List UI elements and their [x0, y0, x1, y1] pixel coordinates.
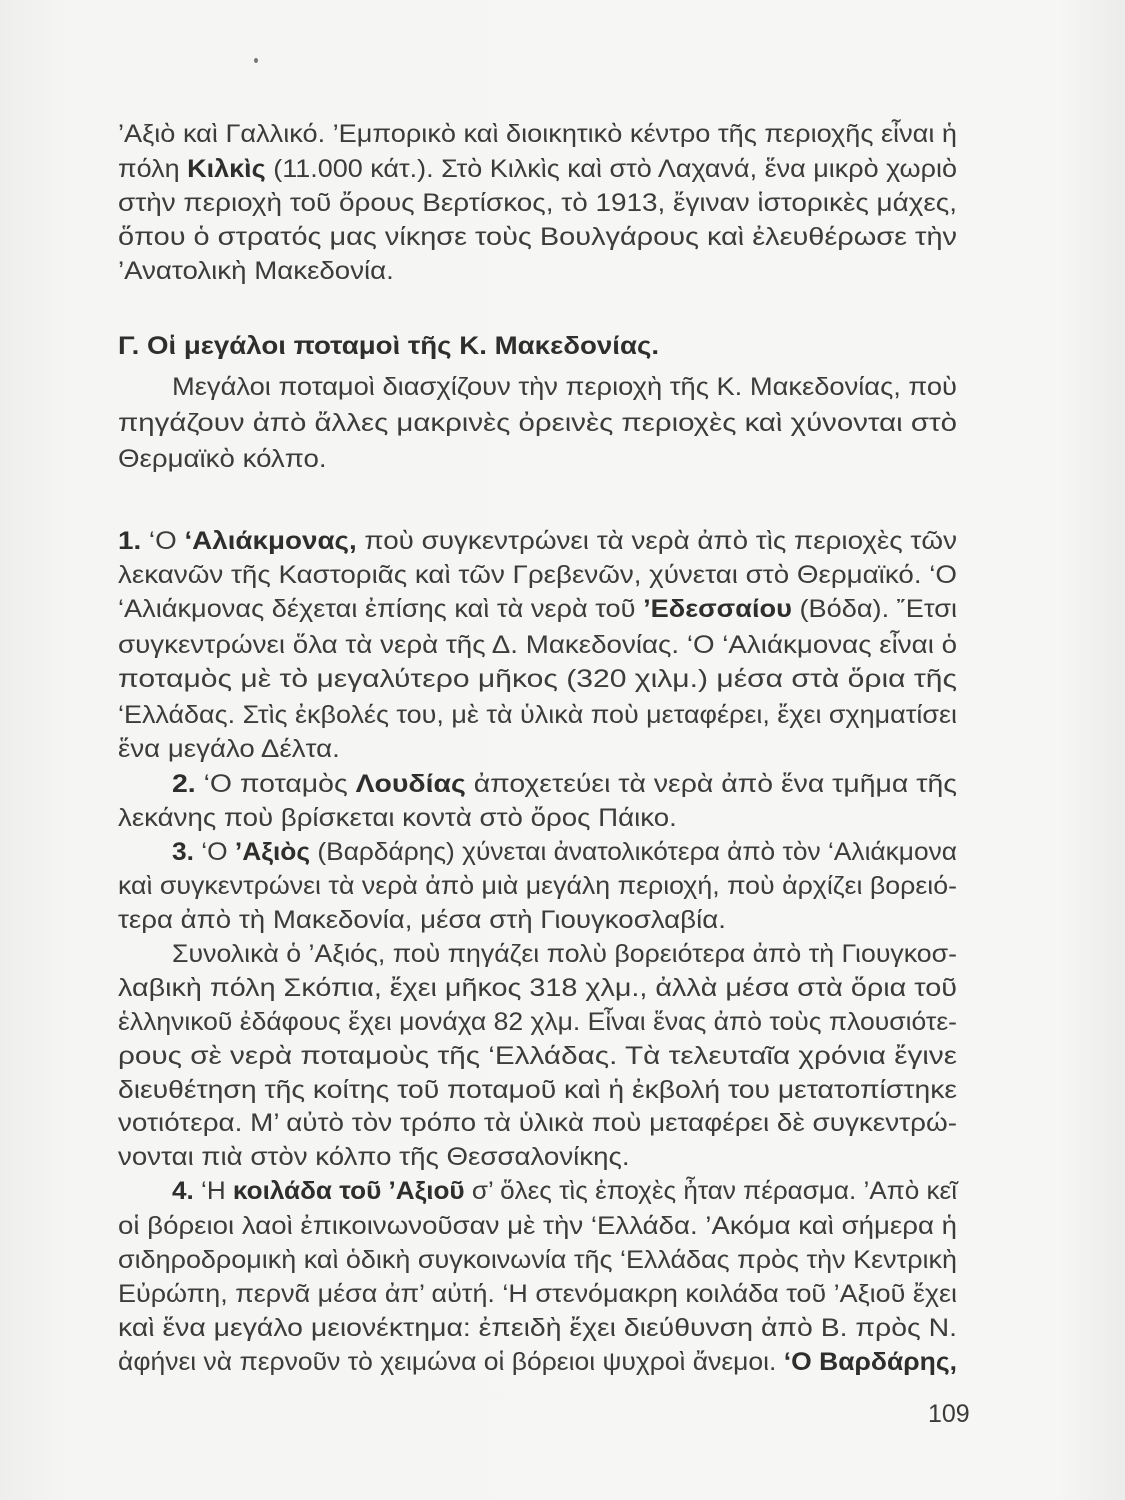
text-segment: διευθέτηση τῆς κοίτης τοῦ ποταμοῦ καὶ ἡ ἐκβολή του μετατοπίστηκε	[118, 1076, 957, 1104]
text-line	[172, 837, 957, 867]
text-segment: καὶ ἕνα μεγάλο μειονέκτημα: ἐπειδὴ ἔχει διεύθυνση ἀπὸ Β. πρὸς Ν.	[118, 1314, 957, 1342]
text-segment: πόλη	[118, 155, 188, 183]
text-line	[118, 905, 726, 935]
text-segment: ὅπου ὁ στρατός μας νίκησε τοὺς Βουλγάρους καὶ ἐλευθέρωσε τὴν	[118, 223, 957, 251]
text-segment: ’Ανατολικὴ Μακεδονία.	[118, 257, 394, 285]
text-line	[118, 803, 677, 833]
text-line	[118, 256, 394, 286]
text-line	[118, 408, 957, 438]
text-segment: σιδηροδρομικὴ καὶ ὁδικὴ συγκοινωνία τῆς ‘Ελλάδας πρὸς τὴν Κεντρικὴ	[118, 1246, 957, 1274]
section-heading	[118, 331, 659, 361]
text-segment: σ’ ὅλες τὶς ἐποχὲς ἦταν πέρασμα. ’Απὸ κεῖ	[464, 1177, 957, 1205]
bold-term: 1.	[118, 527, 142, 555]
text-segment: ποὺ συγκεντρώνει τὰ νερὰ ἀπὸ τὶς περιοχὲς τῶν	[356, 527, 957, 555]
text-segment: ‘Ο	[141, 527, 185, 555]
text-segment: ἕνα μεγάλο Δέλτα.	[118, 735, 340, 763]
text-line	[118, 1279, 957, 1309]
text-line	[118, 154, 957, 184]
text-segment: ἀφήνει νὰ περνοῦν τὸ χειμώνα οἱ βόρειοι ψυχροὶ ἄνεμοι.	[118, 1348, 784, 1376]
text-line	[118, 444, 327, 474]
text-segment: νοτιότερα. Μ’ αὐτὸ τὸν τρόπο τὰ ὑλικὰ ποὺ μεταφέρει δὲ συγκεντρώ-	[118, 1109, 957, 1137]
text-line	[118, 664, 957, 694]
text-line	[118, 734, 340, 764]
bold-term: 2.	[172, 770, 196, 798]
bold-term: ’Εδεσσαίου	[643, 595, 792, 623]
text-segment: νονται πιὰ στὸν κόλπο τῆς Θεσσαλονίκης.	[118, 1143, 630, 1171]
text-line	[172, 1176, 957, 1206]
bold-term: ‘Ο Βαρδάρης,	[783, 1348, 958, 1376]
bold-term: Κιλκὶς	[187, 155, 266, 183]
text-line	[118, 1041, 957, 1071]
bold-term: Λουδίας	[355, 770, 466, 798]
text-line	[118, 871, 957, 901]
text-segment: Μεγάλοι ποταμοὶ διασχίζουν τὴν περιοχὴ τῆς Κ. Μακεδονίας, ποὺ	[172, 373, 958, 401]
text-line	[118, 188, 957, 218]
text-segment: Εὐρώπη, περνᾶ μέσα ἀπ’ αὐτή. ‘Η στενόμακρη κοιλάδα τοῦ ’Αξιοῦ ἔχει	[118, 1280, 957, 1308]
text-segment: ἑλληνικοῦ ἐδάφους ἔχει μονάχα 82 χλμ. Εἶναι ἕνας ἀπὸ τοὺς πλουσιότε-	[118, 1008, 957, 1036]
text-line	[118, 1142, 630, 1172]
text-line	[172, 939, 957, 969]
text-segment: ἀποχετεύει τὰ νερὰ ἀπὸ ἕνα τμῆμα τῆς	[465, 770, 958, 798]
bold-term: 4.	[172, 1177, 194, 1205]
text-line	[118, 1245, 957, 1275]
text-segment: λαβικὴ πόλη Σκόπια, ἔχει μῆκος 318 χλμ., ἀλλὰ μέσα στὰ ὅρια τοῦ	[118, 974, 957, 1002]
text-segment: ‘Ο ποταμὸς	[195, 770, 356, 798]
text-line	[118, 222, 957, 252]
text-line	[118, 1313, 957, 1343]
text-segment: ‘Ελλάδας. Στὶς ἐκβολές του, μὲ τὰ ὑλικὰ ποὺ μεταφέρει, ἔχει σχηματίσει	[118, 701, 957, 729]
bold-term: ‘Αλιάκμονας,	[184, 527, 357, 555]
text-line	[118, 526, 957, 556]
bold-term: ’Αξιὸς	[234, 838, 311, 866]
text-segment: ποταμὸς μὲ τὸ μεγαλύτερο μῆκος (320 χιλμ.) μέσα στὰ ὅρια τῆς	[118, 665, 957, 693]
text-line	[118, 1007, 957, 1037]
text-line	[118, 630, 957, 660]
text-line	[118, 119, 957, 149]
text-line	[172, 769, 957, 799]
bold-term: 3.	[172, 838, 194, 866]
text-segment: Θερμαϊκὸ κόλπο.	[118, 445, 327, 473]
text-segment: (Βόδα). ῎Ετσι	[791, 595, 957, 623]
text-line	[118, 973, 957, 1003]
text-segment: συγκεντρώνει ὅλα τὰ νερὰ τῆς Δ. Μακεδονίας. ‘Ο ‘Αλιάκμονας εἶναι ὁ	[118, 631, 957, 659]
text-line	[172, 372, 957, 402]
text-segment: λεκανῶν τῆς Καστοριᾶς καὶ τῶν Γρεβενῶν, χύνεται στὸ Θερμαϊκό. ‘Ο	[118, 561, 957, 589]
page-number: 109	[928, 1400, 970, 1428]
text-segment: οἱ βόρειοι λαοὶ ἐπικοινωνοῦσαν μὲ τὴν ‘Ελλάδα. ’Ακόμα καὶ σήμερα ἡ	[118, 1212, 958, 1240]
text-segment: Συνολικὰ ὁ ’Αξιός, ποὺ πηγάζει πολὺ βορειότερα ἀπὸ τὴ Γιουγκοσ-	[172, 940, 957, 968]
text-line	[118, 1075, 957, 1105]
text-segment: (11.000 κάτ.). Στὸ Κιλκὶς καὶ στὸ Λαχανά, ἕνα μικρὸ χωριὸ	[265, 155, 957, 183]
text-segment: λεκάνης ποὺ βρίσκεται κοντὰ στὸ ὄρος Πάικο.	[118, 804, 677, 832]
text-segment: πηγάζουν ἀπὸ ἄλλες μακρινὲς ὀρεινὲς περιοχὲς καὶ χύνονται στὸ	[118, 409, 958, 437]
text-segment: (Βαρδάρης) χύνεται ἀνατολικότερα ἀπὸ τὸν ‘Αλιάκμονα	[310, 838, 957, 866]
text-line	[118, 700, 957, 730]
bold-term: κοιλάδα τοῦ ’Αξιοῦ	[232, 1177, 465, 1205]
text-segment: ‘Αλιάκμονας δέχεται ἐπίσης καὶ τὰ νερὰ τοῦ	[118, 595, 644, 623]
text-segment: ρους σὲ νερὰ ποταμοὺς τῆς ‘Ελλάδας. Τὰ τελευταῖα χρόνια ἔγινε	[118, 1042, 958, 1070]
text-segment: ‘Ο	[193, 838, 235, 866]
text-line	[118, 1108, 957, 1138]
text-line	[118, 560, 957, 590]
text-line	[118, 594, 957, 624]
text-line	[118, 1211, 957, 1241]
text-segment: καὶ συγκεντρώνει τὰ νερὰ ἀπὸ μιὰ μεγάλη περιοχή, ποὺ ἀρχίζει βορειό-	[118, 872, 957, 900]
text-segment: ‘Η	[193, 1177, 233, 1205]
bold-term: Γ. Οἱ μεγάλοι ποταμοὶ τῆς Κ. Μακεδονίας.	[118, 332, 660, 360]
text-segment: στὴν περιοχὴ τοῦ ὄρους Βερτίσκος, τὸ 1913, ἔγιναν ἱστορικὲς μάχες,	[118, 189, 957, 217]
scan-speck	[254, 58, 258, 63]
text-line	[118, 1347, 957, 1377]
text-segment: ’Αξιὸ καὶ Γαλλικό. ’Εμπορικὸ καὶ διοικητικὸ κέντρο τῆς περιοχῆς εἶναι ἡ	[118, 120, 957, 148]
text-segment: τερα ἀπὸ τὴ Μακεδονία, μέσα στὴ Γιουγκοσλαβία.	[118, 906, 726, 934]
